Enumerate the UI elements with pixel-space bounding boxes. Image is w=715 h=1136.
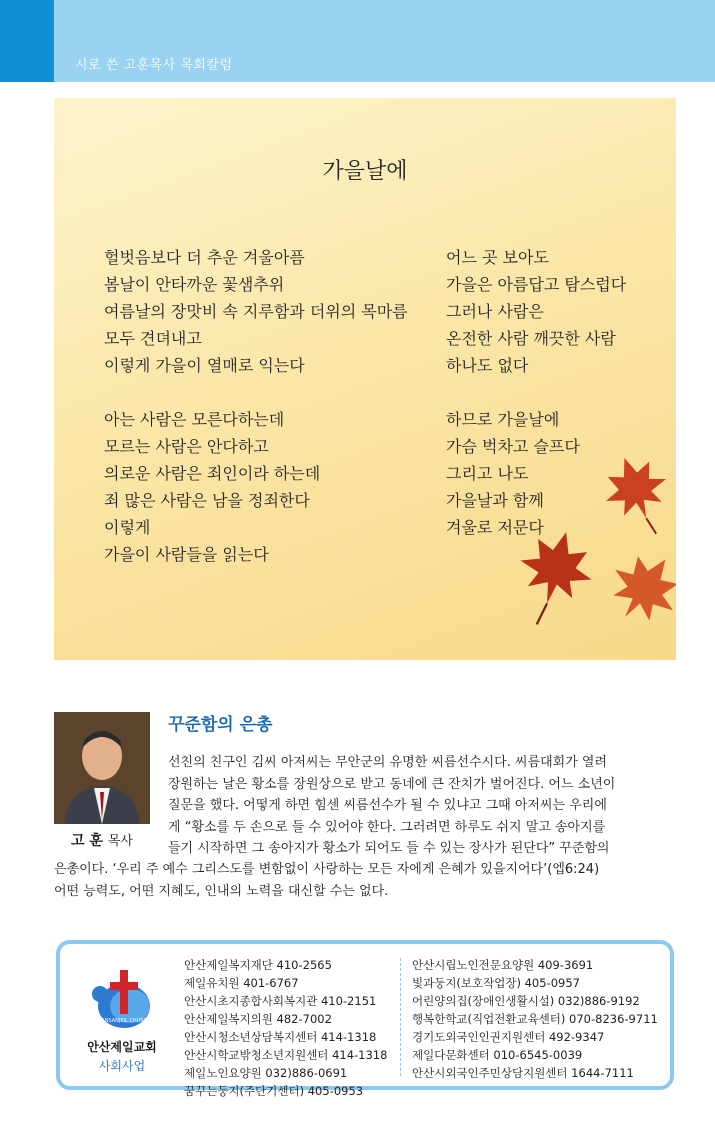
column-line: 어떤 능력도, 어떤 지혜도, 인내의 노력을 대신할 수는 없다.	[54, 883, 389, 899]
poem-stanza	[104, 406, 408, 568]
contact-item: 안산시초지종합사회복지관 410-2151	[184, 994, 377, 1008]
column-body-full	[54, 859, 599, 902]
contact-item: 안산시립노인전문요양원 409-3691	[412, 958, 594, 972]
poem-line: 그리고 나도	[446, 464, 529, 483]
poem-title: 가을날에	[322, 159, 408, 184]
poem-line: 여름날의 장맛비 속 지루함과 더위의 목마름	[104, 302, 408, 321]
contact-item: 제일다문화센터 010-6545-0039	[412, 1048, 583, 1062]
author-byline	[54, 830, 150, 850]
poem-line: 가을날과 함께	[446, 491, 544, 510]
poem-panel	[54, 98, 676, 660]
poem-line: 아는 사람은 모른다하는데	[104, 410, 285, 429]
church-contact-box	[56, 940, 674, 1098]
column-line: 들기 시작하면 그 송아지가 황소가 되어도 들 수 있는 장사가 된단다” 꾸준함의	[168, 841, 610, 856]
contact-item: 행복한학교(직업전환교육센터) 070-8236-9711	[412, 1012, 658, 1026]
logo-wordmark: ANSANJEIL CHURCH	[101, 1018, 151, 1024]
contact-item: 제일유치원 401-6767	[184, 976, 299, 990]
poem-line: 이렇게 가을이 열매로 익는다	[104, 356, 305, 375]
column-title: 꾸준함의 은총	[168, 715, 273, 735]
poem-line: 의로운 사람은 죄인이라 하는데	[104, 464, 321, 483]
column-body-indented	[168, 752, 615, 860]
poem-line: 겨울로 저문다	[446, 518, 544, 537]
church-logo	[82, 966, 160, 1036]
author-name: 고 훈	[71, 833, 103, 849]
poem-left-column	[104, 244, 408, 595]
header-accent-bar	[0, 0, 54, 82]
header-band	[0, 0, 715, 82]
contact-item: 안산시청소년상담복지센터 414-1318	[184, 1030, 377, 1044]
contact-divider	[400, 958, 401, 1076]
contact-list-right	[412, 956, 658, 1082]
church-name: 안산제일교회	[87, 1040, 157, 1054]
maple-leaves-illustration	[496, 440, 676, 660]
maple-leaf-icon	[506, 523, 602, 635]
poem-line: 어느 곳 보아도	[446, 248, 549, 267]
poem-line: 이렇게	[104, 518, 151, 537]
maple-leaf-icon	[596, 539, 676, 637]
author-photo	[54, 712, 150, 824]
poem-line: 그러나 사람은	[446, 302, 544, 321]
contact-item: 꿈꾸는둥지(주단기센터) 405-0953	[184, 1084, 364, 1098]
column-line: 장원하는 날은 황소를 장원상으로 받고 동네에 큰 잔치가 벌어진다. 어느 소년이	[168, 776, 616, 792]
poem-line: 헐벗음보다 더 추운 겨울아픔	[104, 248, 305, 267]
column-line: 선친의 친구인 김씨 아저씨는 무안군의 유명한 씨름선수시다. 씨름대회가 열려	[168, 755, 608, 770]
poem-line: 하므로 가을날에	[446, 410, 560, 429]
contact-item: 안산제일복지의원 482-7002	[184, 1012, 332, 1026]
maple-leaf-icon	[594, 447, 676, 546]
column-line: 질문을 했다. 어떻게 하면 힘센 씨름선수가 될 수 있냐고 그때 아저씨는 우리에	[168, 798, 607, 813]
contact-item: 안산시학교밖청소년지원센터 414-1318	[184, 1048, 388, 1062]
column-line: 게 “황소를 두 손으로 들 수 있어야 한다. 그러려면 하루도 쉬지 말고 송아지를	[168, 819, 606, 835]
column-line: 은총이다. ‘우리 주 예수 그리스도를 변함없이 사랑하는 모든 자에게 은혜가 있을지어다’(엡6:24)	[54, 862, 600, 877]
contact-item: 제일노인요양원 032)886-0691	[184, 1066, 348, 1080]
contact-item: 안산시외국인주민상담지원센터 1644-7111	[412, 1066, 634, 1080]
contact-item: 안산제일복지재단 410-2565	[184, 958, 332, 972]
poem-line: 모르는 사람은 안다하고	[104, 437, 269, 456]
poem-line: 온전한 사람 깨끗한 사람	[446, 329, 616, 348]
contact-item: 경기도외국인인권지원센터 492-9347	[412, 1030, 605, 1044]
poem-line: 하나도 없다	[446, 356, 529, 375]
poem-stanza	[104, 244, 408, 379]
contact-item: 빛과둥지(보호작업장) 405-0957	[412, 976, 580, 990]
poem-line: 죄 많은 사람은 남을 정죄한다	[104, 491, 310, 510]
contact-list-left	[184, 956, 387, 1100]
poem-line: 봄날이 안타까운 꽃샘추위	[104, 275, 285, 294]
poem-stanza	[446, 244, 626, 379]
poem-line: 가을이 사람들을 읽는다	[104, 545, 269, 564]
church-subtitle: 사회사업	[98, 1059, 146, 1073]
poem-line: 가을은 아름답고 탐스럽다	[446, 275, 627, 294]
author-role: 목사	[107, 834, 133, 849]
contact-item: 어린양의집(장애인생활시설) 032)886-9192	[412, 994, 640, 1008]
poem-line: 모두 견뎌내고	[104, 329, 202, 348]
poem-line: 가슴 벅차고 슬프다	[446, 437, 580, 456]
header-title: 시로 쓴 고훈목사 목회칼럼	[75, 58, 233, 73]
